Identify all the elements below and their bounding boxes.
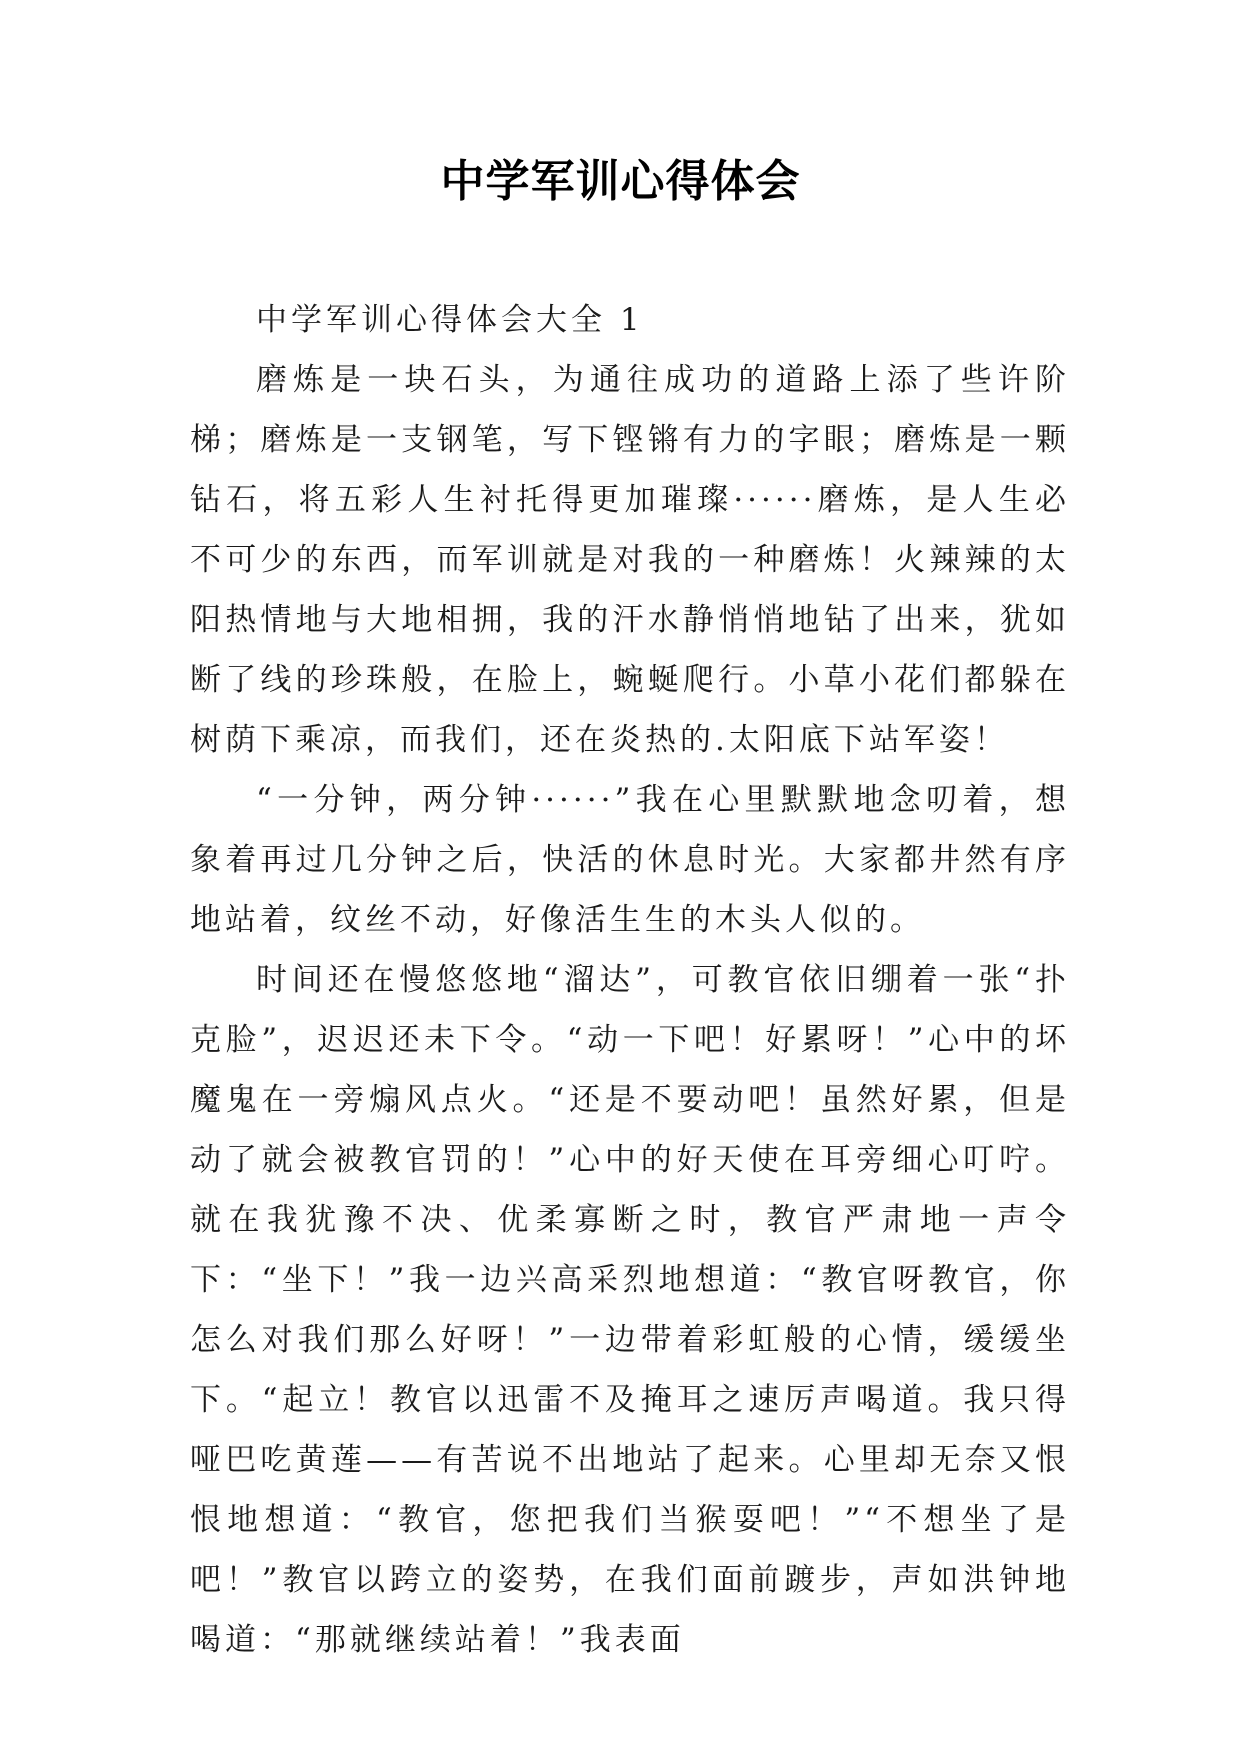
document-title: 中学军训心得体会: [440, 156, 801, 207]
paragraph-1: 磨炼是一块石头，为通往成功的道路上添了些许阶梯；磨炼是一支钢笔，写下铿锵有力的字眼；磨炼是一颗钻石，将五彩人生衬托得更加璀璨······磨炼，是人生必不可少的东西，而军训就是对我的一种磨炼！火辣辣的太阳热情地与大地相拥，我的汗水静悄悄地钻了出来，犹如断了线的珍珠般，在脸上，蜿蜒爬行。小草小花们都躲在树荫下乘凉，而我们，还在炎热的.太阳底下站军姿！: [190, 362, 1070, 758]
document-body: [190, 290, 1070, 1670]
section-heading: 中学军训心得体会大全 1: [256, 302, 644, 338]
paragraph-2: “一分钟，两分钟······”我在心里默默地念叨着，想象着再过几分钟之后，快活的休息时光。大家都井然有序地站着，纹丝不动，好像活生生的木头人似的。: [190, 782, 1070, 938]
paragraph-3: 时间还在慢悠悠地“溜达”，可教官依旧绷着一张“扑克脸”，迟迟还未下令。“动一下吧！好累呀！”心中的坏魔鬼在一旁煽风点火。“还是不要动吧！虽然好累，但是动了就会被教官罚的！”心中的好天使在耳旁细心叮咛。就在我犹豫不决、优柔寡断之时，教官严肃地一声令下：“坐下！”我一边兴高采烈地想道：“教官呀教官，你怎么对我们那么好呀！”一边带着彩虹般的心情，缓缓坐下。“起立！教官以迅雷不及掩耳之速厉声喝道。我只得哑巴吃黄莲——有苦说不出地站了起来。心里却无奈又恨恨地想道：“教官，您把我们当猴耍吧！”“不想坐了是吧！”教官以跨立的姿势，在我们面前踱步，声如洪钟地喝道：“那就继续站着！”我表面: [190, 962, 1070, 1658]
